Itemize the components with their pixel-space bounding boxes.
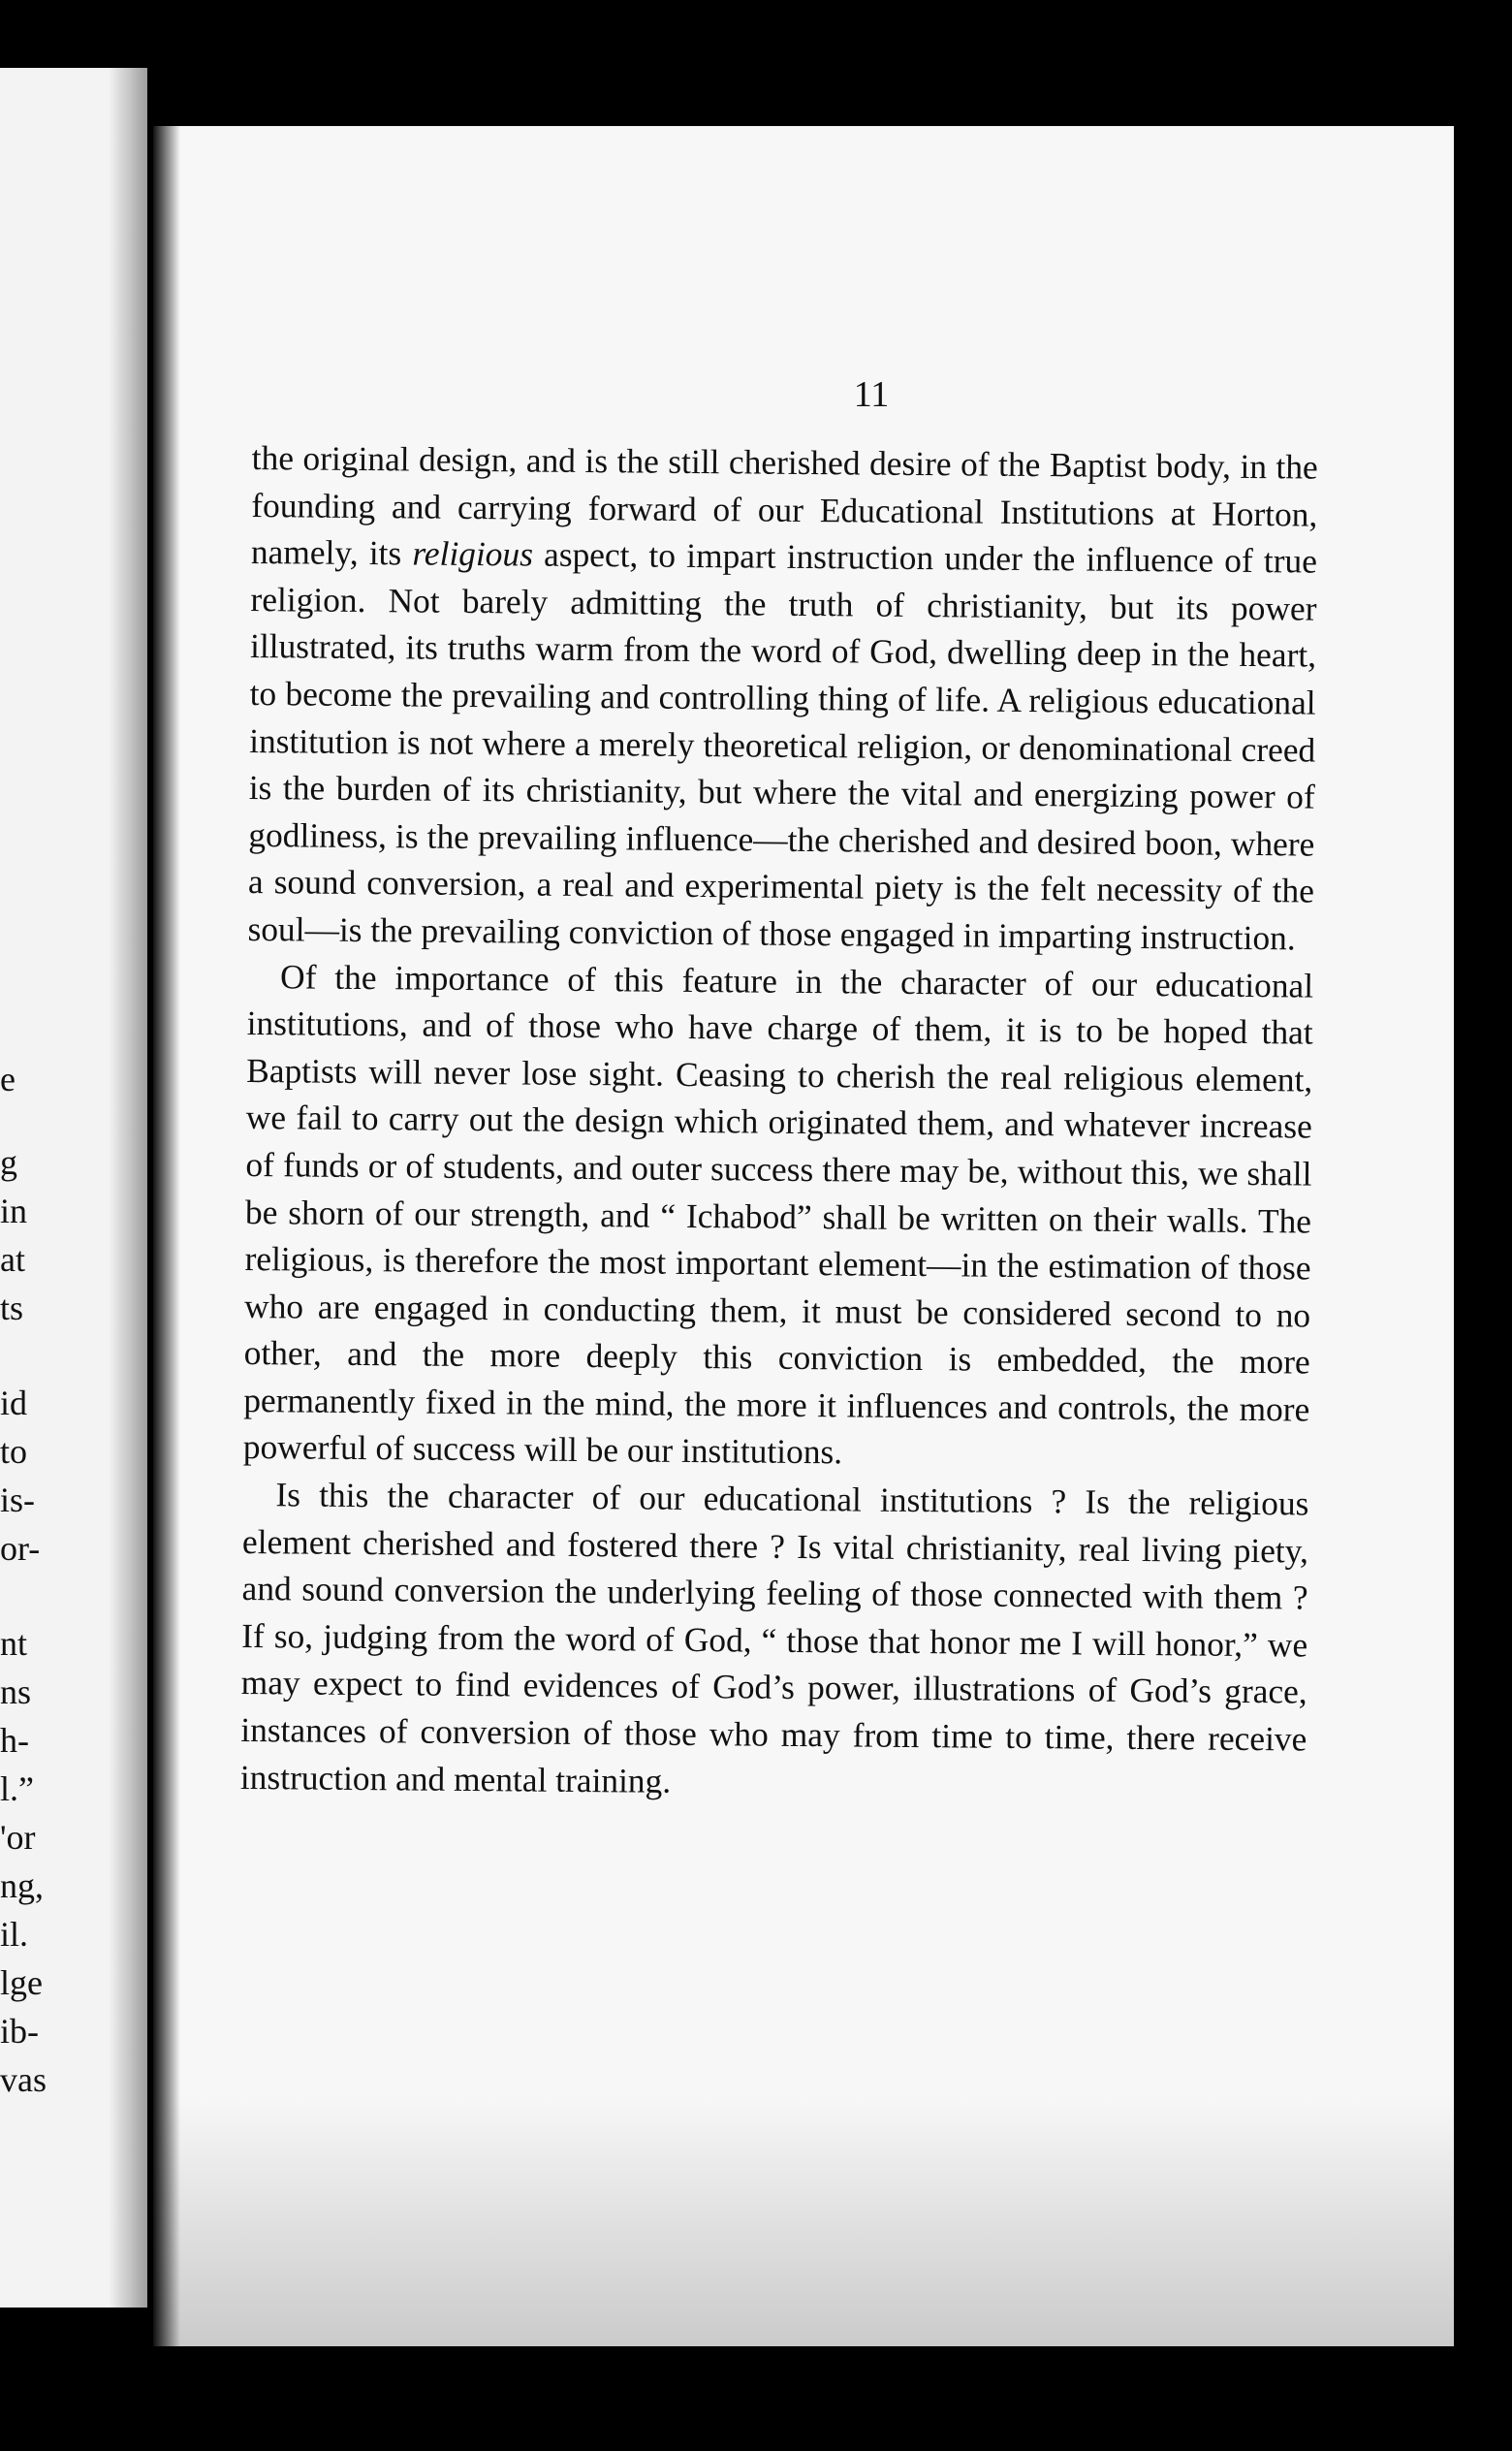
- page-number: 11: [853, 374, 890, 415]
- paragraph-text: the original design, and is the still cherished desire of the Baptist body, in the founding and carrying forward of our Educational Institutions at Horton, namely, its: [250, 437, 1318, 573]
- facing-page-fragment: ts: [0, 1289, 24, 1327]
- facing-page-fragment: to: [0, 1432, 28, 1471]
- facing-page-fragment: nt: [0, 1624, 28, 1663]
- facing-page-fragment: l.”: [0, 1769, 34, 1808]
- facing-page-fragment: il.: [0, 1915, 29, 1954]
- facing-page-fragment: or-: [0, 1529, 41, 1568]
- emphasized-word: religious: [412, 533, 534, 574]
- book-page: [153, 126, 1454, 2346]
- facing-page-fragment: ng,: [0, 1866, 44, 1905]
- facing-page-fragment: ns: [0, 1672, 32, 1711]
- paragraph: [247, 434, 1318, 962]
- paragraph: Is this the character of our educational institutions ? Is the religious element cherished and fostered there ? Is vital christianity, real living piety, and sound conversion the underlying feeling of those connected with them ? If so, judging from the word of God, “ those that honor me I will honor,” we may expect to find evidences of God’s power, illustrations of God’s grace, instances of conversion of those who may from time to time, there receive instruction and mental training.: [239, 1475, 1309, 1800]
- facing-page-fragment: h-: [0, 1721, 29, 1760]
- facing-page-fragment: vas: [0, 2060, 47, 2099]
- facing-page-fragment: is-: [0, 1480, 35, 1519]
- facing-page-fragment: e: [0, 1060, 16, 1098]
- body-text: [240, 434, 1318, 1810]
- facing-page-fragment: ib-: [0, 2012, 39, 2051]
- facing-page-fragment: g: [0, 1143, 17, 1182]
- facing-page-fragment: lge: [0, 1963, 43, 2002]
- paragraph: Of the importance of this feature in the character of our educational institutions, and of those who have charge of them, it is to be hoped that Baptists will never lose sight. Ceasing to cherish the real religious element, we fail to carry out the design which originated them, and whatever increase of funds or of students, and outer success there may be, without this, we shall be shorn of our strength, and “ Ichabod” shall be written on their walls. The religious, is therefore the most important element—in the estimation of those who are engaged in conducting them, it must be considered second to no other, and the more deeply this conviction is embedded, the more permanently fixed in the mind, the more it influences and controls, the more powerful of success will be our institutions.: [242, 956, 1314, 1472]
- facing-page-fragment: at: [0, 1240, 25, 1279]
- paragraph-text: aspect, to impart instruction under the influence of true religion. Not barely admitting the truth of christianity, but its power illustrated, its truths warm from the word of God, dwelling deep in the heart, to become the prevailing and controlling thing of life. A religious educational institution is not where a merely theoretical religion, or denominational creed is the burden of its christianity, but where the vital and energizing power of godliness, is the prevailing influence—the cherished and desired boon, where a sound conversion, a real and experimental piety is the felt necessity of the soul—is the prevailing conviction of those engaged in imparting instruction.: [247, 534, 1318, 958]
- facing-page-edge: [0, 68, 147, 2308]
- facing-page-fragment: id: [0, 1384, 28, 1422]
- facing-page-fragment: in: [0, 1192, 28, 1230]
- facing-page-fragment: 'or: [0, 1818, 36, 1857]
